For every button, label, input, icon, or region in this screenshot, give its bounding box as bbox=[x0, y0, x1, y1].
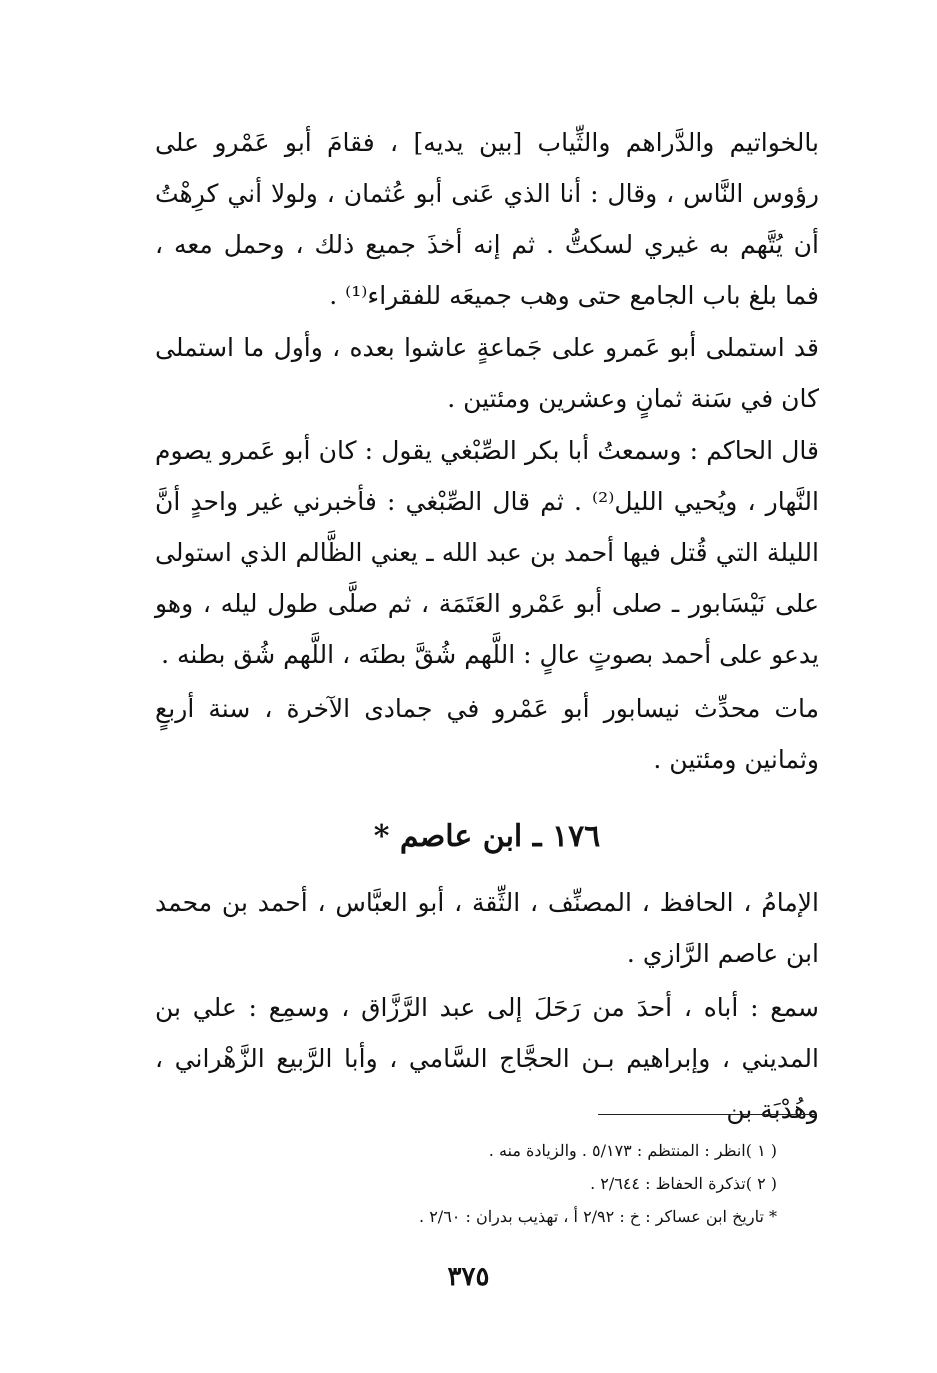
entry-paragraph-titles: الإمامُ ، الحافظ ، المصنِّف ، الثِّقة ، أبو العبَّاس ، أحمد بن محمد ابن عاصم الرَّازي . bbox=[155, 888, 819, 968]
paragraph-dictation: قد استملى أبو عَمرو على جَماعةٍ عاشوا بعده ، وأول ما استملى كان في سَنة ثمانٍ وعشرين ومئتين . bbox=[155, 333, 819, 413]
paragraph-hakim-report: قال الحاكم : وسمعتُ أبا بكر الصِّبْغي يقول : كان أبو عَمرو يصوم النَّهار ، ويُحيي الليل⁽²⁾ . ثم قال الصِّبْغي : فأخبرني غير واحدٍ أنَّ الليلة التي قُتل فيها أحمد بن عبد الله ـ يعني الظَّالم الذي استولى على نَيْسَابور ـ صلى أبو عَمْرو العَتَمَة ، ثم صلَّى طول ليله ، وهو يدعو على أحمد بصوتٍ عالٍ : اللَّهم شُقَّ بطنَه ، اللَّهم شُق بطنه . bbox=[155, 436, 819, 669]
footnote-item: ( ٢ )تذكرة الحفاظ : ٢/٦٤٤ . bbox=[590, 1174, 777, 1193]
footnote-divider bbox=[598, 1114, 816, 1115]
footnote-item: ( ١ )انظر : المنتظم : ٥/١٧٣ . والزيادة منه . bbox=[488, 1141, 777, 1160]
entry-paragraph-teachers: سمع : أباه ، أحدَ من رَحَلَ إلى عبد الرَّزَّاق ، وسمِع : علي بن المديني ، وإبراهيم بـن الحجَّاج السَّامي ، وأبا الرَّبيع الزَّهْراني ، وهُدْبَة بن bbox=[155, 993, 819, 1124]
paragraph-continuation: بالخواتيم والدَّراهم والثِّياب [بين يديه] ، فقامَ أبو عَمْرو على رؤوس النَّاس ، وقال : أنا الذي عَنى أبو عُثمان ، ولولا أني كرِهْتُ أن يُتَّهم به غيري لسكتُّ . ثم إنه أخذَ جميع ذلك ، وحمل معه ، فما بلغ باب الجامع حتى وهب جميعَه للفقراء⁽¹⁾ . bbox=[155, 128, 819, 310]
entry-heading: ١٧٦ ـ ابن عاصم * bbox=[373, 819, 601, 854]
footnote-item: * تاريخ ابن عساكر : خ : ٢/٩٢ أ ، تهذيب بدران : ٢/٦٠ . bbox=[419, 1207, 777, 1226]
footnotes-list bbox=[155, 1134, 777, 1233]
paragraph-death: مات محدِّث نيسابور أبو عَمْرو في جمادى الآخرة ، سنة أربعٍ وثمانين ومئتين . bbox=[155, 694, 819, 774]
page-number: ٣٧٥ bbox=[447, 1262, 490, 1292]
